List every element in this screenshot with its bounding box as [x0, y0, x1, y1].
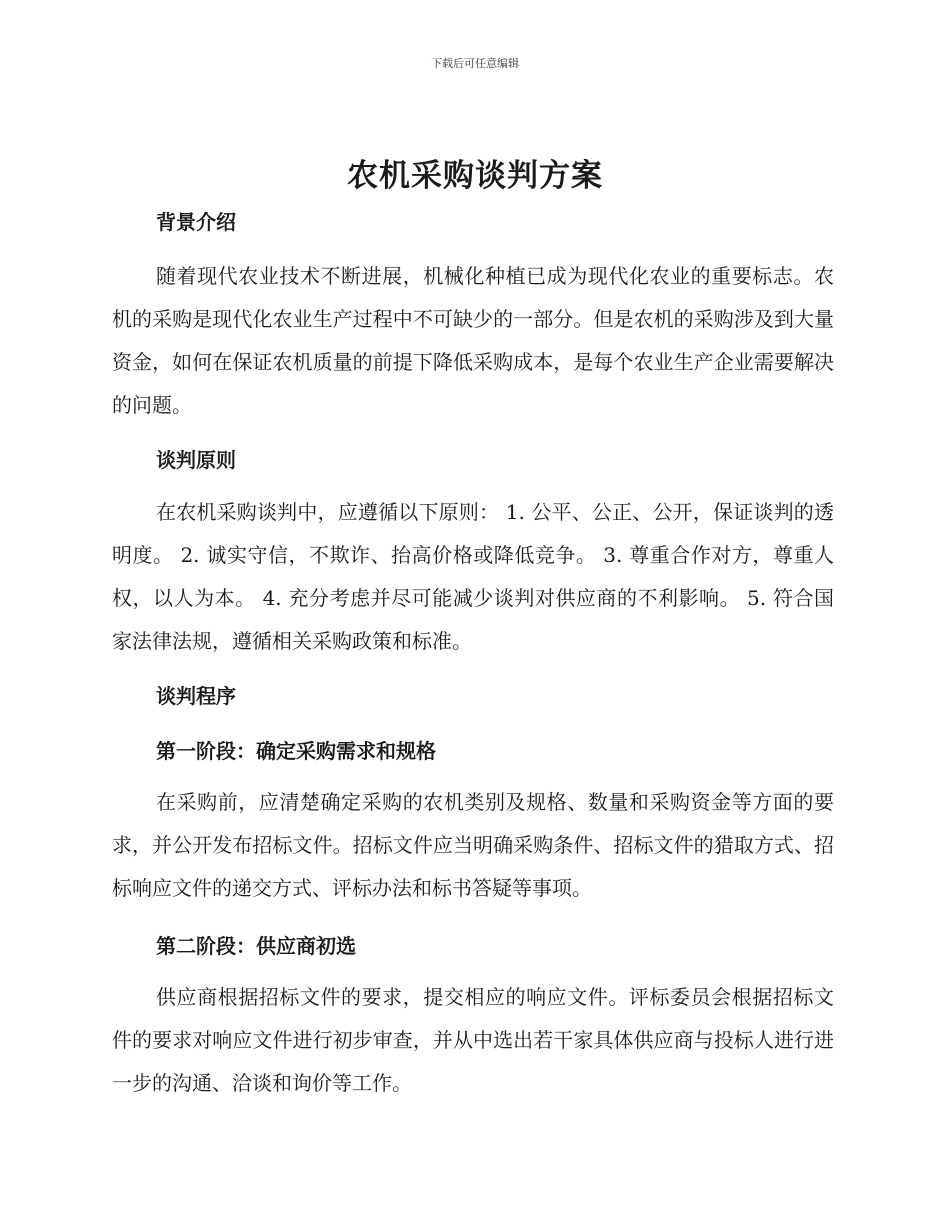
section-heading-background: 背景介绍	[156, 210, 236, 234]
section-body-background: 随着现代农业技术不断进展，机械化种植已成为现代化农业的重要标志。农机的采购是现代化农业生产过程中不可缺少的一部分。但是农机的采购涉及到大量资金，如何在保证农机质量的前提下降低采购成本，是每个农业生产企业需要解决的问题。	[112, 264, 834, 417]
page-header-note: 下载后可任意编辑	[431, 57, 519, 70]
section-body-stage-one: 在采购前，应清楚确定采购的农机类别及规格、数量和采购资金等方面的要求，并公开发布招标文件。招标文件应当明确采购条件、招标文件的猎取方式、招标响应文件的递交方式、评标办法和标书答疑等事项。	[112, 790, 834, 900]
section-heading-stage-two: 第二阶段：供应商初选	[156, 934, 356, 958]
section-body-principles: 在农机采购谈判中，应遵循以下原则： 1. 公平、公正、公开，保证谈判的透明度。 2. 诚实守信，不欺诈、抬高价格或降低竞争。 3. 尊重合作对方，尊重人权，以人为本。 4. 充分考虑并尽可能减少谈判对供应商的不利影响。 5. 符合国家法律法规，遵循相关采购政策和标准。	[112, 500, 834, 653]
section-heading-stage-one: 第一阶段：确定采购需求和规格	[156, 739, 436, 763]
section-body-stage-two: 供应商根据招标文件的要求，提交相应的响应文件。评标委员会根据招标文件的要求对响应文件进行初步审查，并从中选出若干家具体供应商与投标人进行进一步的沟通、洽谈和询价等工作。	[112, 985, 834, 1095]
section-heading-procedure: 谈判程序	[156, 684, 236, 708]
section-heading-principles: 谈判原则	[156, 448, 236, 472]
document-title: 农机采购谈判方案	[347, 158, 603, 194]
